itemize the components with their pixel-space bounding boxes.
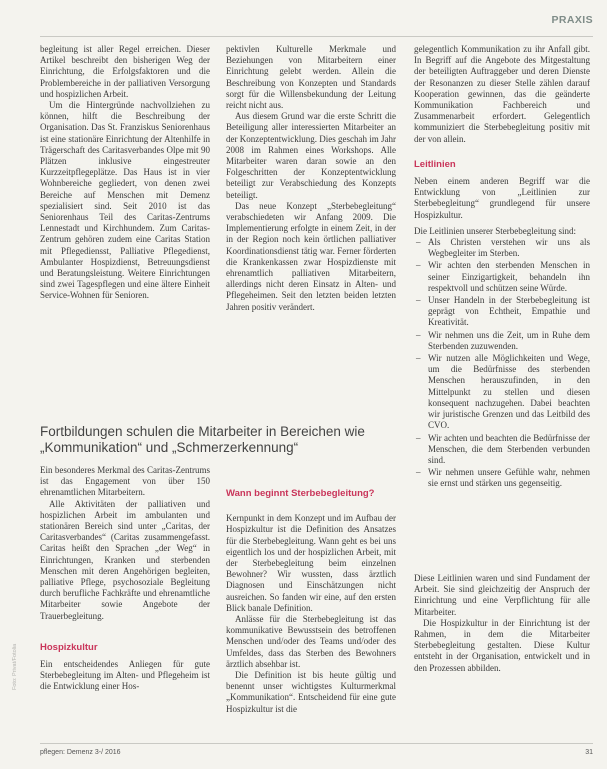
paragraph: Ein entscheidendes Anliegen für gute Sterbebegleitung im Alten- und Pflegeheim ist die Entwicklung einer Hos- [40, 659, 210, 692]
leitlinien-list [414, 237, 590, 489]
hospizkultur-heading: Hospizkultur [40, 641, 98, 653]
paragraph: Neben einem anderen Begriff war die Entwicklung von „Leitlinien zur Sterbebegleitung“ grundlegend für unsere Hospizkultur. [414, 176, 590, 220]
paragraph: Die Hospizkultur in der Einrichtung ist der Rahmen, in dem die Mitarbeiter Sterbebegleitung gestalten. Diese Kultur entsteht in der Organisation, entwickelt und in den Prozessen abbilden. [414, 617, 590, 673]
section-label: PRAXIS [551, 14, 593, 26]
paragraph: Die Leitlinien unserer Sterbebegleitung sind: [414, 225, 576, 236]
paragraph: pektivlen Kulturelle Merkmale und Beziehungen von Mitarbeitern einer Einrichtung gelebt werden. Allein die Beschreibung von Konzepten und Standards sorgt für die Willensbekundung der Leitung reicht nicht aus. [226, 44, 396, 111]
paragraph: gelegentlich Kommunikation zu ihr Anfall gibt. In Begriff auf die Angebote des Mitgestaltung der beteiligten Auftraggeber und deren Dienste der Resonanzen zu dieser Stelle zählen darauf Kooperation gewinnen, das die geänderte Kommunikation Fachbereich und Zusammenarbeit erfordert. Gelegentlich kommuniziert die Sterbebegleitung positiv mit der von allein. [414, 44, 590, 144]
section-heading [40, 424, 400, 455]
footer-divider [40, 743, 593, 744]
leitlinien-heading: Leitlinien [414, 158, 456, 170]
paragraph: Diese Leitlinien waren und sind Fundament der Arbeit. Sie sind gleichzeitig der Anspruch der Einrichtung und eine Verpflichtung für alle Mitarbeiter. [414, 573, 590, 617]
header-divider [40, 36, 593, 37]
paragraph: Aus diesem Grund war die erste Schritt die Beteiligung aller interessierten Mitarbeiter an der Konzeptentwicklung. Dies geschah im Jahr 2008 im Rahmen eines Workshops. Alle Mitarbeiter waren daran sowie an den Folgeschritten der Konzeptentwicklung beteiligt zur Verabschiedung des Konzepts beteiligt. [226, 111, 396, 200]
photo-credit: Foto: Privat/Fotolia [12, 643, 18, 690]
section-heading-line-2: „Kommunikation“ und „Schmerzerkennung“ [40, 439, 299, 455]
column-1-top [40, 44, 210, 302]
paragraph: Das neue Konzept „Sterbebegleitung“ verabschiedeten wir Anfang 2009. Die Implementierung erfolgte in einem Zeit, in der in der Region noch kein örtlichen palliativer Koordinationsdienst tätig war. Ferner förderten die Krankenkassen zwar Hospizdienste mit ehrenamtlich palliativen Mitarbeitern, allerdings nicht deren Einsatz in Alten- und Pflegeheimen. Seit den letzten beiden letzten Jahren positiv verändert. [226, 200, 396, 312]
list-item: – Als Christen verstehen wir uns als Wegbegleiter im Sterben. [414, 237, 590, 259]
list-item: – Wir nehmen unsere Gefühle wahr, nehmen sie ernst und stärken uns gegenseitig. [414, 467, 590, 489]
column-3-top [414, 44, 590, 491]
paragraph: begleitung ist aller Regel erreichen. Dieser Artikel beschreibt den bisherigen Weg der Einrichtung, die Erfolgsfaktoren und die Problembereiche in der palliativen Versorgung und hospizlichen Arbeit. [40, 44, 210, 99]
page-number: 31 [585, 749, 593, 756]
column-3-bottom [414, 573, 590, 674]
section-heading-line-1: Fortbildungen schulen die Mitarbeiter in Bereichen wie [40, 424, 365, 439]
list-item: – Wir achten den sterbenden Menschen in seiner Einzigartigkeit, behandeln ihn respektvoll und schützen seine Würde. [414, 260, 590, 294]
paragraph: Alle Aktivitäten der palliativen und hospizlichen Arbeit im ambulanten und stationären Bereich sind unter „Caritas, der Caritasverbandes“ (Caritas zusammengefasst. Caritas heißt den Sprachen „der Weg“ in Einrichtungen, Kranken und sterbenden Menschen mit deren Angehörigen begleiten, palliative Pflege, psychosoziale Begleitung durch berufliche Fachkräfte und ehrenamtliche Mitarbeiter sowie Angebote der Trauerbegleitung. [40, 498, 210, 621]
paragraph: Um die Hintergründe nachvollziehen zu können, hilft die Beschreibung der Organisation. Das St. Franziskus Seniorenhaus ist eine stationäre Einrichtung der Altenhilfe in Trägerschaft des Caritasverbandes Olpe mit 90 Plätzen inklusive eingestreuter Kurzzeitpflegeplätze. Das Haus ist in vier Wohnbereiche gegliedert, von denen zwei Bereiche auf Menschen mit Demenz spezialisiert sind. Seit 2010 ist das Seniorenhaus Teil des Caritas-Zentrums Lennestadt und Kirchhundem. Zum Caritas-Zentrum gehören zudem eine Caritas Station mit Pflegediensst, Palliative Pflegedienst, Ambulanter Hospizdienst, Betreuungsdienst und Beratungsleistung. Weitere Einrichtungen sind zwei Tagespflegen und eine ältere Einheit Service-Wohnen für Senioren. [40, 100, 210, 301]
list-item: – Wir nutzen alle Möglichkeiten und Wege, um die Bedürfnisse des sterbenden Menschen herauszufinden, in den Mittelpunkt zu stellen und diesen konsequent nachzugehen. Dabei beachten wir juristische Grenzen und das Leitbild des CVO. [414, 353, 590, 431]
column-2-top [226, 44, 396, 313]
paragraph: Anlässe für die Sterbebegleitung ist das kommunikative Bewusstsein des betroffenen Menschen und/oder des Teams und/oder des Umfeldes, dass das Sterben des Bewohners ärztlich absehbar ist. [226, 614, 396, 669]
paragraph: Die Definition ist bis heute gültig und benennt unser wichtigstes Kulturmerkmal „Kommunikation“. Entscheidend für eine gute Hospizkultur ist die [226, 670, 396, 714]
list-item: – Unser Handeln in der Sterbebegleitung ist geprägt von Echtheit, Empathie und Kreativität. [414, 295, 590, 329]
list-item: – Wir achten und beachten die Bedürfnisse der Menschen, die dem Sterbenden verbunden sind. [414, 433, 590, 467]
footer-publication: pflegen: Demenz 3-/ 2016 [40, 749, 121, 756]
wann-heading: Wann beginnt Sterbebegleitung? [226, 488, 375, 499]
column-1-bottom [40, 465, 210, 693]
list-item: – Wir nehmen uns die Zeit, um in Ruhe dem Sterbenden zuzuwenden. [414, 330, 590, 352]
paragraph: Ein besonderes Merkmal des Caritas-Zentrums ist das Engagement von über 150 ehrenamtlichen Mitarbeitern. [40, 465, 210, 498]
paragraph: Kernpunkt in dem Konzept und im Aufbau der Hospizkultur ist die Definition des Ansatzes für die Sterbebegleitung. Wann geht es bei uns eigentlich los und der hospizlichen Arbeit, mit der Sterbebegleitung beim einzelnen Bewohner? Wir wussten, dass ärztlich Diagnosen und Einschätzungen nicht ausreichen. So fanden wir eine, auf den ersten Blick banale Definition. [226, 513, 396, 613]
column-2-bottom [226, 488, 396, 715]
